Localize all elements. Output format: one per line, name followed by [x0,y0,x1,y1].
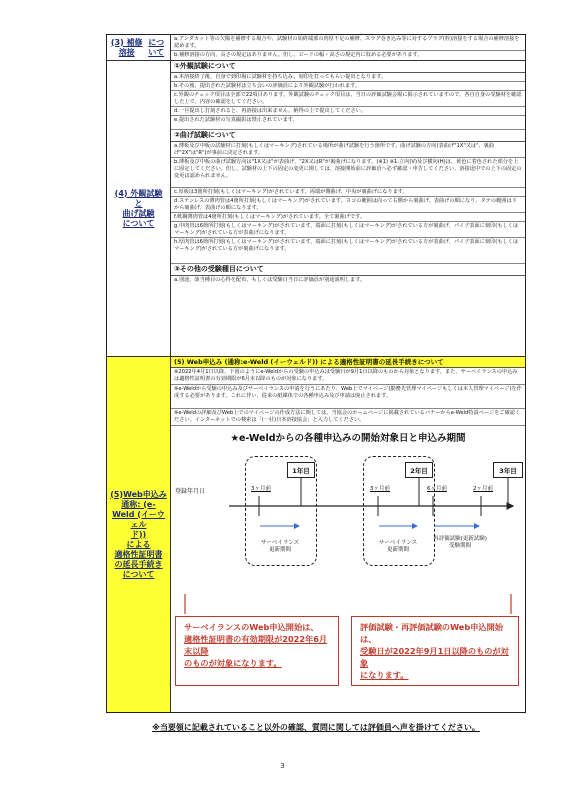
appearance-item-c: c.外観のチェック項目は全部で22項目あります。外観試験のチェック項目は、当日の評価試験会場に掲示されていますので、各自自身の受験材を確認した上で、内容の確認をしてください。 [171,91,525,107]
bend-item-d: d.ステンレスの薄肉管は4箇所打刻(もしくはマーキング)がされています。ヨコの範囲は向って右側から裏曲げ、表曲げの順になり、タテの範囲は下から裏曲げ、表曲げの順になります。 [171,197,525,213]
surveillance-2-line-1: サーベイランス [378,540,418,546]
surveillance-notice-line-2: 適格性証明書の有効期限が2022年6月末以降 [184,634,328,656]
reevaluation-line-2: 受験期間 [448,543,471,549]
appearance-test-heading: ①外観試験について [171,61,525,73]
year-2-box: 2年目 [405,462,433,478]
web-note-1: ※2022年4月1日以降、下図のようにe-Weldからの受験の申込みは受験日が9月1日以降のものから対象となります。また、サーベイランスの申込みは適格性証明書の有効期限が6月末以降のものが対象になります。 [171,368,525,385]
section-5-label [107,357,171,712]
section-3-label-line-1: (3) 補修溶接 [110,37,143,57]
section-4-label-line-1: (4) 外観試験 [114,188,163,198]
reevaluation-line-1: 再評価試験(更新試験) [433,536,487,542]
bend-item-f: f.軟鋼薄肉管は4箇所打刻(もしくはマーキング)がされています。全て裏曲げです。 [171,213,525,222]
application-period-diagram [171,426,525,706]
bend-test-heading: ②曲げ試験について [171,130,525,142]
section-4-row [107,61,525,357]
appearance-item-b: b.その後、提出された試験材は立ち会いの評価員により外観試験が行われます。 [171,82,525,91]
bend-item-h: h.厚肉管は6箇所打刻(もしくはマーキング)がされています。端面に打刻(もしくはマーキング)がされている方が表曲げ、パイプ表面に刻印(もしくはマーキング)がされている方が裏曲げになります。 [171,238,525,264]
month-6-label: 6ヶ月前 [427,486,447,492]
surveillance-2-line-2: 更新期間 [386,547,409,553]
surveillance-1-line-1: サーベイランス [260,540,300,546]
section-5-label-line-6: 適格性証明書 [114,549,163,559]
section-4-label [107,61,171,356]
reevaluation-notice-line-2: 受験日が2022年9月1日以降のものが対象 [360,646,509,668]
year-3-box: 3年目 [493,462,523,478]
bend-item-b: b.薄板及び中板の曲げ試験方向は"1X又は"が表曲げ、"2X又はR"が裏曲げになります。(※1) ※1.立向(V)及び横向(H)は、黄色に着色された部分を上に固定してください。但し、試験材の上下の固定の変更に関しては、溶接開始前に評価員へ必ず確認・申告してください。溶接途中での上下の固定の変更は認められません。 [171,158,525,188]
page-number: 3 [280,762,285,770]
appearance-item-d: d.一旦提出し打刻されると、再溶接は出来ません。納得の上で提出してください。 [171,107,525,116]
section-4-label-line-4: について [122,218,155,228]
document-page [106,34,526,736]
section-4-content [171,61,525,356]
surveillance-notice-line-3: のものが対象になります。 [184,658,282,668]
section-5-label-line-3: Weld (イーウェル [112,509,165,529]
surveillance-2-label [373,540,423,554]
section-4-label-line-2: と [134,198,143,208]
registration-date-label: 登録年月日 [175,488,206,495]
surveillance-1-label [255,540,305,554]
surveillance-1-line-2: 更新期間 [268,547,291,553]
reevaluation-label [427,536,493,550]
section-3-item-a: a.アンダカット等の欠陥を補修する場合や、試験材の始終端部の肉厚不足の補修、スラグ巻き込み等に対するプラグ(栓)溶接をする場合の補修溶接を認めます。 [171,35,525,51]
month-3b-label: 3ヶ月前 [370,486,390,492]
section-5-label-line-7: の延長手続き [114,559,163,569]
appearance-item-e: e.提出された試験材の写真撮影は禁止されています。 [171,116,525,130]
bend-item-g: g.中肉管は6箇所打刻(もしくはマーキング)がされています。端面に打刻(もしくはマーキング)がされている方が裏曲げ、パイプ表面に刻印(もしくはマーキング)がされている方が表曲げになります。 [171,222,525,238]
web-note-2: ※e-Weldから受験の申込み及びサーベイランスの申請を行うにあたり、Web上でマイページ(勤務先管理マイページもしくは本人管理マイページ)を作成する必要があります。これに伴い、従来の紙媒体での各種申込み及び申請は廃止されます。 [171,385,525,409]
section-3-row [107,35,525,61]
section-3-content [171,35,525,60]
section-5-row [107,357,525,712]
other-tests-heading: ③その他の受験種目について [171,264,525,276]
rules-table [106,34,526,713]
web-application-heading: (5) Web申込み (通称:e-Weld (イーウェルド)) による適格性証明書の延長手続きについて [171,357,525,368]
bend-item-a: a.薄板及び中板の試験材に打刻(もしくはマーキング)されている場所が曲げ試験を行う箇所です。曲げ試験の方向(表曲げ"1X"又は"、裏曲げ"2X"は"R")が事前に決定されます。 [171,142,525,158]
bend-item-c: c.厚板は3箇所打刻(もしくはマーキング)がされています。両端が側曲げ、中央が裏曲げになります。 [171,188,525,197]
reevaluation-notice-box [351,616,519,686]
other-item-a: a.別途、該当種目の心得を配布、もしくは受験日当日に評価員が別途説明します。 [174,277,366,283]
reevaluation-notice-line-3: になります。 [360,670,409,680]
section-4-label-line-3: 曲げ試験 [122,208,155,218]
year-1-box: 1年目 [287,462,315,478]
month-2-label: 2ヶ月前 [473,486,493,492]
surveillance-notice-line-1: サーベイランスのWeb申込開始は、 [184,622,319,632]
section-5-label-line-1: (5)Web申込み [110,489,167,499]
section-5-label-line-8: について [122,569,155,579]
reevaluation-notice-line-1: 評価試験・再評価試験のWeb申込開始は、 [360,622,503,644]
appearance-item-a: a.本溶接終了後、自身で到印場に試験材を持ち込み、刻印を打ってもらい提出となります。 [171,73,525,82]
section-3-label [107,35,171,60]
section-5-label-line-2: 通称: (e- [121,499,156,509]
footer-note: ※当要領に記載されていること以外の確認、質問に関しては評価員へ声を掛けてください。 [152,723,480,732]
section-5-label-line-5: による [126,539,151,549]
surveillance-notice-box [175,616,339,686]
web-note-3: ※e-Weldの詳細及びWeb上でのマイページの作成方法に関しては、当協会のホームページに掲載されているバナーからe-Weld特設ページをご確認ください。インターネットでの検索は「(一社)日本溶接協会」と入力してください。 [171,409,525,426]
section-5-content [171,357,525,712]
month-3a-label: 3ヶ月前 [251,486,271,492]
section-3-item-b: b.補修溶接の方向、長さの規定はありません。但し、ビードの幅・高さの規定内に収める必要があります。 [174,52,423,58]
section-5-label-line-4: ド)) [130,529,147,539]
diagram-title: ★e-Weldからの各種申込みの開始対象日と申込み期間 [230,433,466,444]
section-3-label-line-2: について [148,37,165,57]
